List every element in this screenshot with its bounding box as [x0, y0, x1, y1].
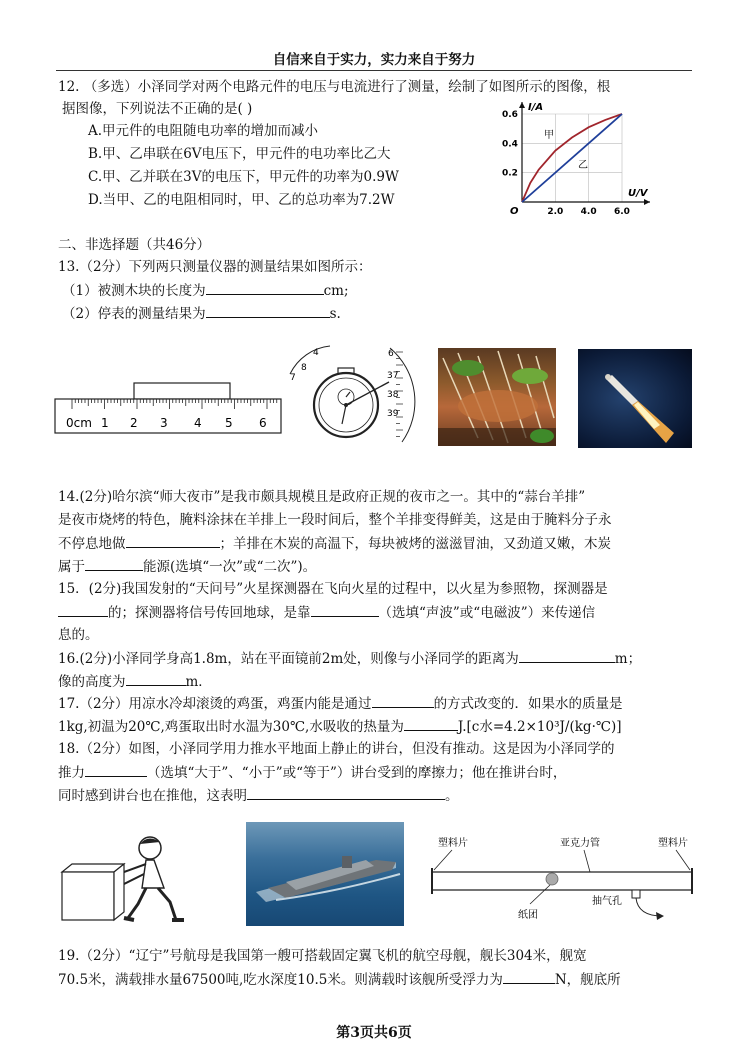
- series-yi-line: [522, 114, 622, 202]
- ruler-label-0: 0cm: [66, 416, 92, 430]
- watch-scale-6: 6: [388, 349, 394, 359]
- ruler-label-6: 6: [259, 416, 267, 430]
- q18-line3-text-a: 同时感到讲台也在推他，这表明: [58, 788, 247, 804]
- q18-line2: [58, 761, 566, 784]
- q14-line3-text-a: 不停息地做: [58, 536, 126, 552]
- q15-blank-reference[interactable]: [58, 601, 108, 617]
- ruler-label-3: 3: [160, 416, 168, 430]
- q19-blank-buoyancy[interactable]: [503, 968, 555, 984]
- watch-scale-8: 8: [301, 363, 307, 373]
- header-divider: [56, 70, 692, 71]
- tube-label-acrylic: 亚克力管: [560, 838, 600, 849]
- q16-line1-text: 16.(2分)小泽同学身高1.8m，站在平面镜前2m处，则像与小泽同学的距离为: [58, 651, 519, 667]
- carrier-illustration: [246, 822, 404, 926]
- watch-scale-39: 39: [387, 409, 399, 419]
- q14-line4-text-a: 属于: [58, 559, 85, 575]
- origin-label: O: [510, 206, 519, 217]
- barbecue-illustration: [438, 348, 556, 446]
- q13-part1-unit: cm;: [323, 283, 349, 299]
- y-tick-label-2: 0.6: [502, 110, 518, 120]
- q17-line1-text-a: 17.（2分）用凉水冷却滚烫的鸡蛋，鸡蛋内能是通过: [58, 696, 372, 712]
- barbecue-photo: [438, 348, 556, 446]
- desk-side: [114, 864, 124, 920]
- q18-line2-text-b: （选填“大于”、“小于”或“等于”）讲台受到的摩擦力；他在推讲台时，: [147, 765, 567, 781]
- stopwatch-figure: [284, 342, 434, 448]
- q16-line2-unit: m．: [185, 674, 212, 690]
- q19-line2: [58, 968, 621, 991]
- q13-part2-text: （2）停表的测量结果为: [62, 306, 206, 322]
- q15-line3: 息的。: [58, 627, 99, 643]
- pushing-desk-figure: [58, 830, 198, 926]
- aircraft-carrier-photo: [246, 822, 404, 926]
- q13-part2-unit: s.: [329, 306, 341, 322]
- q12-option-d: D.当甲、乙的电阻相同时，甲、乙的总功率为7.2W: [88, 192, 395, 208]
- ruler-figure: [52, 380, 284, 436]
- rocket-illustration: [578, 349, 692, 448]
- q16-line2: [58, 670, 212, 693]
- q16-line2-text: 像的高度为: [58, 674, 126, 690]
- watch-scale-37: 37: [387, 371, 399, 381]
- y-axis-arrow: [519, 102, 525, 108]
- watch-scale-7: 7: [290, 373, 296, 383]
- q13-part1-text: （1）被测木块的长度为: [62, 283, 206, 299]
- q17-line2-text-a: 1kg,初温为20℃,鸡蛋取出时水温为30℃,水吸收的热量为: [58, 719, 404, 735]
- ruler-label-2: 2: [130, 416, 138, 430]
- paper-ball: [546, 873, 558, 885]
- x-tick-label-1: 4.0: [580, 207, 597, 217]
- q14-line4: [58, 555, 316, 578]
- iu-graph: [498, 98, 658, 218]
- suction-hole: [632, 890, 640, 898]
- x-tick-label-0: 2.0: [547, 207, 564, 217]
- q19-line2-text-b: N，舰底所: [554, 972, 621, 988]
- q14-line3-text-b: ；羊排在木炭的高温下，每块被烤的滋滋冒油，又劲道又嫩，木炭: [219, 536, 611, 552]
- x-axis-arrow: [644, 199, 650, 205]
- q14-blank-energy[interactable]: [85, 555, 143, 571]
- tube-label-left-plastic: 塑料片: [438, 838, 468, 849]
- q15-line1: 15．(2分)我国发射的“天问号”火星探测器在飞向火星的过程中，以火星为参照物，探测器是: [58, 581, 608, 597]
- page-header-motto: 自信来自于实力，实力来自于努力: [272, 52, 476, 68]
- tube-label-right-plastic: 塑料片: [658, 838, 688, 849]
- q12-option-a: A.甲元件的电阻随电功率的增加而减小: [88, 123, 319, 139]
- ruler-label-5: 5: [225, 416, 233, 430]
- q15-blank-signal[interactable]: [311, 601, 379, 617]
- section2-title: 二、非选择题（共46分）: [58, 237, 211, 253]
- q17-line2: [58, 715, 622, 738]
- q13-part2: [62, 302, 341, 325]
- q14-line2: 是夜市烧烤的特色，腌料涂抹在羊排上一段时间后，整个羊排变得鲜美，这是由于腌料分子永: [58, 512, 612, 528]
- q18-line3: [58, 784, 459, 807]
- y-tick-label-0: 0.2: [502, 168, 518, 179]
- q14-blank-motion[interactable]: [126, 532, 220, 548]
- q16-line1-unit: m；: [614, 651, 642, 667]
- person-legs: [128, 888, 176, 920]
- tube-label-suction-hole: 抽气孔: [592, 896, 622, 907]
- page-number: 第3页共6页: [336, 1025, 412, 1041]
- q16-line1: [58, 647, 641, 670]
- acrylic-tube-figure: [426, 832, 698, 930]
- ruler-label-4: 4: [194, 416, 202, 430]
- q13-part1: [62, 279, 349, 302]
- q18-line2-text-a: 推力: [58, 765, 85, 781]
- q16-blank-height[interactable]: [126, 670, 186, 686]
- q15-line2-text-a: 的；探测器将信号传回地球，是靠: [108, 605, 311, 621]
- series-jia-label: 甲: [544, 130, 554, 141]
- series-yi-label: 乙: [578, 160, 588, 171]
- q17-blank-heat[interactable]: [404, 715, 458, 731]
- q12-option-c: C.甲、乙并联在3V的电压下，甲元件的功率为0.9W: [88, 169, 399, 185]
- q12-stem-line1: 12. （多选）小泽同学对两个电路元件的电压与电流进行了测量，绘制了如图所示的图像，根: [58, 79, 611, 95]
- desk-front: [62, 872, 114, 920]
- tube-label-paper-ball: 纸团: [518, 910, 538, 921]
- q14-line4-text-b: 能源(选填“一次”或“二次”)。: [143, 559, 317, 575]
- q12-option-b: B.甲、乙串联在6V电压下，甲元件的电功率比乙大: [88, 146, 391, 162]
- q19-line2-text-a: 70.5米，满载排水量67500吨,吃水深度10.5米。则满载时该舰所受浮力为: [58, 972, 503, 988]
- q17-line2-text-b: J.[c水=4.2×10³J/(kg·℃)]: [457, 719, 622, 735]
- y-axis-label: I/A: [528, 102, 544, 113]
- q14-line3: [58, 532, 611, 555]
- q12-stem-line2: 据图像，下列说法不正确的是( ): [62, 101, 253, 117]
- q18-blank-compare[interactable]: [85, 761, 147, 777]
- watch-scale-4: 4: [313, 348, 319, 358]
- q18-line3-text-b: 。: [445, 788, 459, 804]
- q15-line2: [58, 601, 595, 624]
- q16-blank-distance[interactable]: [519, 647, 615, 663]
- q17-blank-method[interactable]: [372, 692, 434, 708]
- wood-block: [134, 383, 230, 399]
- q13-stem: 13.（2分）下列两只测量仪器的测量结果如图所示：: [58, 259, 372, 275]
- q17-line1: [58, 692, 623, 715]
- rocket-photo: [578, 349, 692, 448]
- q13-blank-length[interactable]: [206, 279, 324, 295]
- x-tick-label-2: 6.0: [614, 207, 630, 217]
- q15-line2-text-b: （选填“声波”或“电磁波”）来传递信: [378, 605, 596, 621]
- x-axis-label: U/V: [628, 188, 648, 199]
- ruler-label-1: 1: [101, 416, 109, 430]
- q14-line1: 14.(2分)哈尔滨“师大夜市”是我市颇具规模且是政府正规的夜市之一。其中的“蒜台羊排”: [58, 489, 586, 505]
- q18-blank-conclusion[interactable]: [247, 784, 445, 800]
- y-tick-label-1: 0.4: [502, 139, 518, 150]
- q17-line1-text-b: 的方式改变的．如果水的质量是: [433, 696, 623, 712]
- watch-scale-38: 38: [387, 390, 399, 400]
- q19-line1: 19.（2分）“辽宁”号航母是我国第一艘可搭载固定翼飞机的航空母舰，舰长304米，舰宽: [58, 948, 587, 964]
- q18-line1: 18.（2分）如图，小泽同学用力推水平地面上静止的讲台，但没有推动。这是因为小泽同学的: [58, 741, 615, 757]
- q13-blank-time[interactable]: [206, 302, 330, 318]
